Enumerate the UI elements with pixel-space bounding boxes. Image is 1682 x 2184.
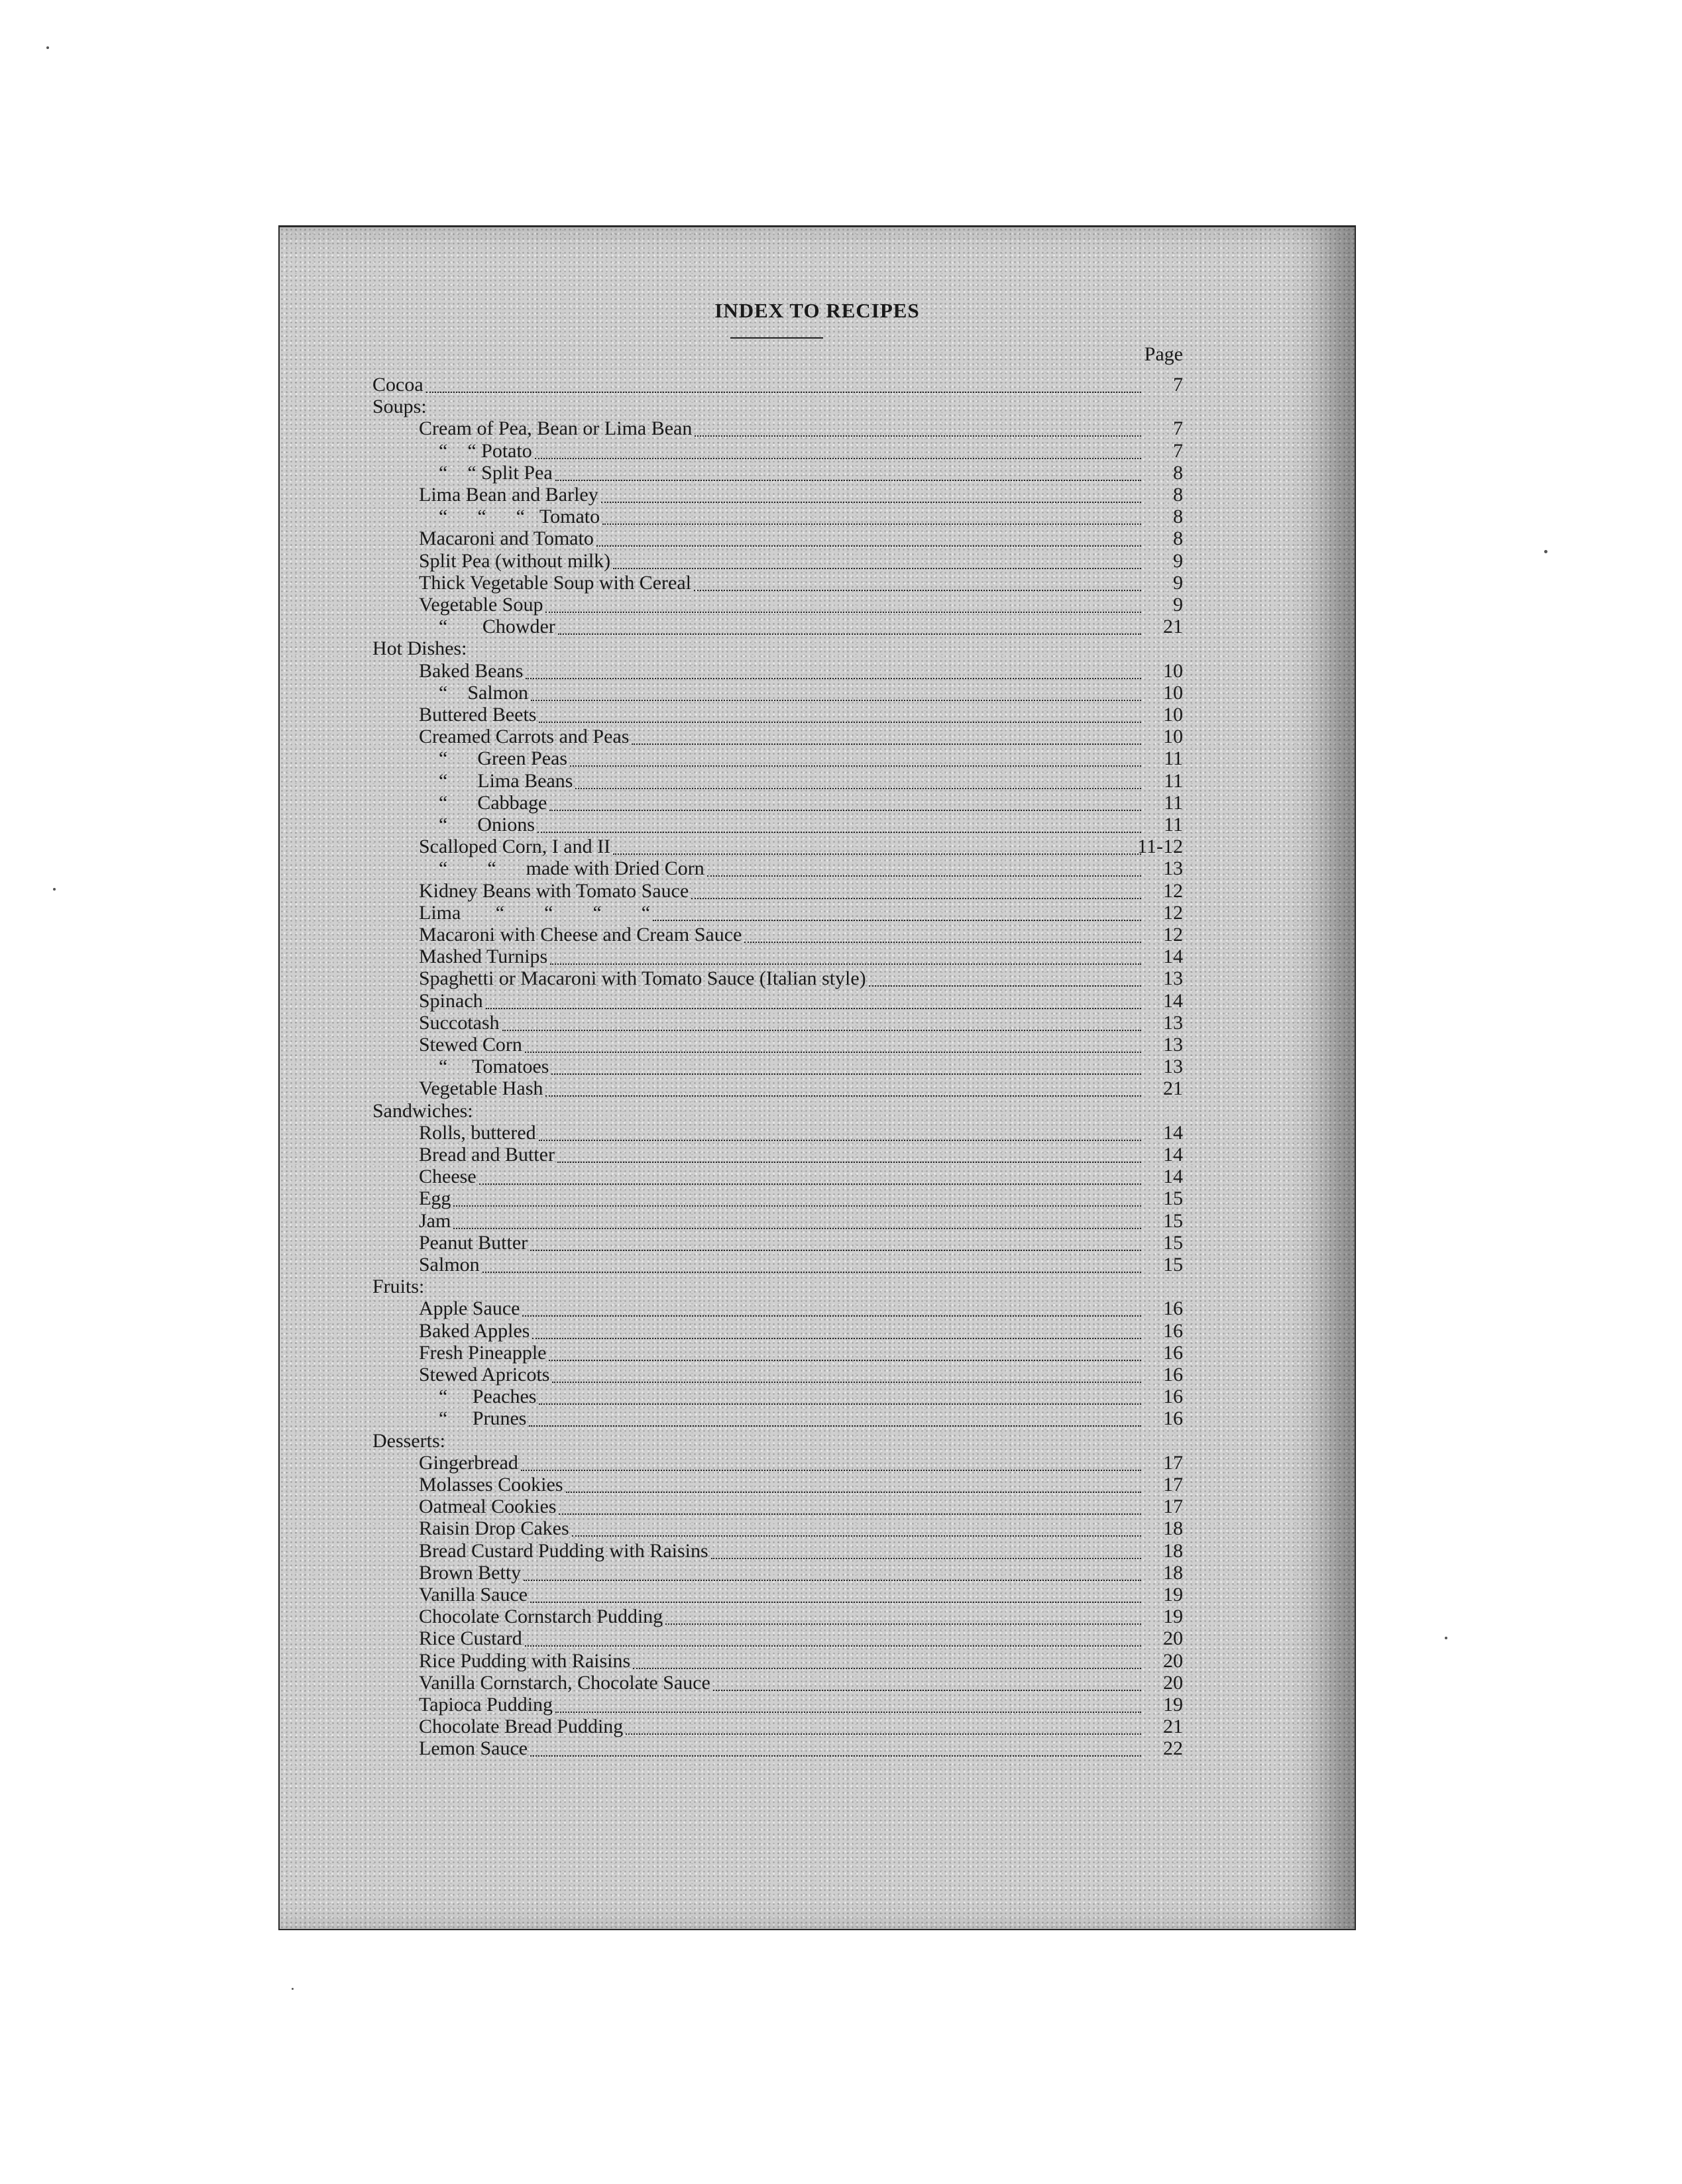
dot-leader bbox=[552, 1382, 1141, 1383]
entry-label: Rice Pudding with Raisins bbox=[419, 1650, 631, 1672]
dot-leader bbox=[559, 1513, 1141, 1515]
scan-speck bbox=[1445, 1637, 1447, 1639]
entry-label: “ “ made with Dried Corn bbox=[439, 857, 704, 879]
index-entry bbox=[280, 747, 1355, 770]
entry-label: “ “ Split Pea bbox=[439, 462, 553, 484]
dot-leader bbox=[486, 1008, 1141, 1009]
dot-leader bbox=[633, 1668, 1141, 1669]
entry-label: Stewed Corn bbox=[419, 1034, 522, 1056]
entry-label: Peanut Butter bbox=[419, 1232, 528, 1254]
dot-leader bbox=[695, 435, 1141, 437]
dot-leader bbox=[575, 788, 1141, 789]
index-entry bbox=[280, 1672, 1355, 1694]
entry-label: Chocolate Bread Pudding bbox=[419, 1716, 624, 1737]
entry-page-number: 13 bbox=[1163, 1034, 1183, 1056]
dot-leader bbox=[539, 1140, 1141, 1141]
entry-page-number: 16 bbox=[1163, 1364, 1183, 1386]
entry-page-number: 11-12 bbox=[1137, 836, 1183, 857]
index-entry bbox=[280, 1254, 1355, 1276]
entry-page-number: 8 bbox=[1173, 484, 1183, 506]
entry-page-number: 21 bbox=[1163, 616, 1183, 637]
entry-label: Salmon bbox=[419, 1254, 480, 1276]
section-heading bbox=[280, 1100, 1355, 1122]
index-entry bbox=[280, 1606, 1355, 1628]
index-entry bbox=[280, 1694, 1355, 1716]
index-entry bbox=[280, 857, 1355, 880]
entry-page-number: 15 bbox=[1163, 1210, 1183, 1232]
index-entry bbox=[280, 1452, 1355, 1474]
index-entry bbox=[280, 704, 1355, 726]
scan-speck bbox=[1544, 550, 1547, 553]
dot-leader bbox=[502, 1030, 1141, 1031]
entry-label: Bread and Butter bbox=[419, 1144, 555, 1166]
section-heading bbox=[280, 396, 1355, 418]
index-entry bbox=[280, 1187, 1355, 1210]
entry-page-number: 12 bbox=[1163, 880, 1183, 902]
index-entry bbox=[280, 616, 1355, 638]
entry-page-number: 8 bbox=[1173, 506, 1183, 527]
entry-page-number: 11 bbox=[1164, 814, 1183, 836]
entry-page-number: 7 bbox=[1173, 374, 1183, 396]
entry-page-number: 11 bbox=[1164, 747, 1183, 769]
dot-leader bbox=[524, 1580, 1141, 1581]
index-entry bbox=[280, 836, 1355, 858]
index-entry bbox=[280, 990, 1355, 1012]
entry-page-number: 21 bbox=[1163, 1716, 1183, 1737]
entry-label: Brown Betty bbox=[419, 1562, 522, 1584]
entry-label: Gingerbread bbox=[419, 1452, 518, 1474]
entry-label: Cocoa bbox=[372, 374, 423, 396]
index-entry bbox=[280, 1077, 1355, 1100]
dot-leader bbox=[694, 590, 1141, 591]
section-heading bbox=[280, 1430, 1355, 1452]
dot-leader bbox=[530, 1755, 1141, 1757]
index-entry bbox=[280, 814, 1355, 836]
entry-page-number: 16 bbox=[1163, 1320, 1183, 1342]
dot-leader bbox=[707, 875, 1141, 877]
section-label: Desserts: bbox=[372, 1430, 445, 1452]
entry-page-number: 18 bbox=[1163, 1540, 1183, 1562]
dot-leader bbox=[535, 458, 1141, 459]
entry-label: Chocolate Cornstarch Pudding bbox=[419, 1606, 663, 1627]
dot-leader bbox=[691, 898, 1141, 899]
index-entry bbox=[280, 770, 1355, 792]
index-entry bbox=[280, 880, 1355, 902]
index-entry bbox=[280, 1627, 1355, 1650]
entry-page-number: 9 bbox=[1173, 594, 1183, 616]
entry-label: Split Pea (without milk) bbox=[419, 550, 611, 572]
entry-label: Stewed Apricots bbox=[419, 1364, 550, 1386]
entry-label: Lima “ “ “ “ bbox=[419, 902, 651, 924]
index-entry bbox=[280, 1474, 1355, 1496]
entry-label: Spinach bbox=[419, 990, 483, 1012]
index-entry bbox=[280, 1297, 1355, 1320]
entry-label: Bread Custard Pudding with Raisins bbox=[419, 1540, 708, 1562]
dot-leader bbox=[549, 1360, 1141, 1361]
entry-label: Baked Beans bbox=[419, 660, 524, 682]
dot-leader bbox=[453, 1205, 1141, 1207]
index-entry bbox=[280, 594, 1355, 616]
dot-leader bbox=[539, 722, 1141, 723]
entry-label: Scalloped Corn, I and II bbox=[419, 836, 611, 857]
entry-label: Vanilla Sauce bbox=[419, 1584, 528, 1606]
entry-page-number: 10 bbox=[1163, 660, 1183, 682]
entry-label: Baked Apples bbox=[419, 1320, 530, 1342]
dot-leader bbox=[479, 1183, 1141, 1185]
entry-label: Fresh Pineapple bbox=[419, 1342, 547, 1364]
entry-label: Rolls, buttered bbox=[419, 1122, 536, 1144]
dot-leader bbox=[426, 392, 1141, 393]
entry-label: Molasses Cookies bbox=[419, 1474, 563, 1496]
dot-leader bbox=[653, 920, 1141, 921]
scan-speck bbox=[46, 46, 49, 49]
entry-page-number: 14 bbox=[1163, 990, 1183, 1012]
entry-label: “ Green Peas bbox=[439, 747, 568, 769]
dot-leader bbox=[549, 810, 1141, 811]
dot-leader bbox=[545, 1095, 1141, 1097]
index-entry bbox=[280, 1012, 1355, 1034]
index-entry bbox=[280, 440, 1355, 463]
page-title: INDEX TO RECIPES bbox=[714, 299, 920, 322]
entry-page-number: 19 bbox=[1163, 1694, 1183, 1716]
dot-leader bbox=[596, 545, 1141, 547]
entry-label: Rice Custard bbox=[419, 1627, 522, 1649]
dot-leader bbox=[531, 700, 1141, 701]
entry-label: “ Lima Beans bbox=[439, 770, 573, 792]
index-entry bbox=[280, 1232, 1355, 1254]
dot-leader bbox=[530, 1250, 1141, 1251]
entry-label: Tapioca Pudding bbox=[419, 1694, 553, 1716]
entry-label: Creamed Carrots and Peas bbox=[419, 726, 630, 747]
entry-page-number: 16 bbox=[1163, 1407, 1183, 1429]
dot-leader bbox=[482, 1272, 1141, 1273]
index-entry bbox=[280, 660, 1355, 682]
entry-label: Vanilla Cornstarch, Chocolate Sauce bbox=[419, 1672, 710, 1694]
index-entry bbox=[280, 527, 1355, 550]
entry-page-number: 19 bbox=[1163, 1584, 1183, 1606]
entry-label: “ Prunes bbox=[439, 1407, 527, 1429]
entry-page-number: 15 bbox=[1163, 1232, 1183, 1254]
entry-page-number: 7 bbox=[1173, 417, 1183, 439]
entry-page-number: 9 bbox=[1173, 572, 1183, 594]
dot-leader bbox=[613, 853, 1141, 855]
entry-page-number: 16 bbox=[1163, 1297, 1183, 1319]
section-label: Sandwiches: bbox=[372, 1100, 473, 1122]
scan-speck bbox=[53, 888, 56, 891]
entry-page-number: 21 bbox=[1163, 1077, 1183, 1099]
entry-page-number: 18 bbox=[1163, 1562, 1183, 1584]
entry-label: Jam bbox=[419, 1210, 451, 1232]
entry-label: “ Peaches bbox=[439, 1386, 537, 1407]
index-entry bbox=[280, 1650, 1355, 1672]
entry-label: Cheese bbox=[419, 1166, 477, 1187]
entry-page-number: 20 bbox=[1163, 1627, 1183, 1649]
entry-page-number: 16 bbox=[1163, 1342, 1183, 1364]
index-entry bbox=[280, 902, 1355, 924]
entry-page-number: 9 bbox=[1173, 550, 1183, 572]
entry-page-number: 19 bbox=[1163, 1606, 1183, 1627]
entry-label: Succotash bbox=[419, 1012, 500, 1034]
index-entry bbox=[280, 924, 1355, 946]
entry-page-number: 14 bbox=[1163, 946, 1183, 967]
index-entry bbox=[280, 1386, 1355, 1408]
entry-label: Egg bbox=[419, 1187, 451, 1209]
entry-label: Macaroni with Cheese and Cream Sauce bbox=[419, 924, 742, 946]
dot-leader bbox=[558, 633, 1141, 635]
dot-leader bbox=[555, 1712, 1141, 1713]
index-entry bbox=[280, 1342, 1355, 1364]
entry-page-number: 18 bbox=[1163, 1517, 1183, 1539]
entry-label: Vegetable Hash bbox=[419, 1077, 543, 1099]
entry-page-number: 11 bbox=[1164, 792, 1183, 814]
entry-label: Thick Vegetable Soup with Cereal bbox=[419, 572, 692, 594]
dot-leader bbox=[626, 1733, 1141, 1735]
entry-page-number: 14 bbox=[1163, 1166, 1183, 1187]
entry-page-number: 14 bbox=[1163, 1122, 1183, 1144]
scan-speck bbox=[292, 1988, 294, 1990]
entry-page-number: 8 bbox=[1173, 527, 1183, 549]
dot-leader bbox=[453, 1228, 1141, 1229]
index-entry bbox=[280, 1320, 1355, 1342]
section-heading bbox=[280, 1276, 1355, 1298]
entry-page-number: 7 bbox=[1173, 440, 1183, 462]
dot-leader bbox=[551, 1073, 1141, 1075]
index-entry bbox=[280, 506, 1355, 528]
entry-page-number: 13 bbox=[1163, 1056, 1183, 1077]
section-label: Soups: bbox=[372, 396, 427, 417]
dot-leader bbox=[744, 942, 1141, 943]
dot-leader bbox=[530, 1602, 1141, 1603]
entry-label: Apple Sauce bbox=[419, 1297, 520, 1319]
entry-label: “ “ Potato bbox=[439, 440, 532, 462]
entry-page-number: 13 bbox=[1163, 967, 1183, 989]
entry-label: Lemon Sauce bbox=[419, 1737, 528, 1759]
entry-page-number: 16 bbox=[1163, 1386, 1183, 1407]
entry-page-number: 17 bbox=[1163, 1452, 1183, 1474]
index-entry bbox=[280, 417, 1355, 440]
index-entry bbox=[280, 967, 1355, 990]
index-entry bbox=[280, 1210, 1355, 1232]
scanned-page bbox=[278, 225, 1356, 1930]
dot-leader bbox=[529, 1425, 1141, 1427]
dot-leader bbox=[572, 1535, 1141, 1537]
entry-label: Cream of Pea, Bean or Lima Bean bbox=[419, 417, 693, 439]
dot-leader bbox=[522, 1315, 1141, 1317]
index-entry bbox=[280, 946, 1355, 968]
index-entry bbox=[280, 484, 1355, 506]
dot-leader bbox=[532, 1338, 1141, 1339]
entry-label: Kidney Beans with Tomato Sauce bbox=[419, 880, 689, 902]
entry-label: “ Onions bbox=[439, 814, 535, 836]
index-entry bbox=[280, 1034, 1355, 1056]
dot-leader bbox=[632, 743, 1141, 745]
dot-leader bbox=[613, 568, 1141, 569]
index-entry bbox=[280, 1056, 1355, 1078]
dot-leader bbox=[602, 523, 1141, 525]
entry-page-number: 11 bbox=[1164, 770, 1183, 792]
entry-label: Vegetable Soup bbox=[419, 594, 543, 616]
section-label: Hot Dishes: bbox=[372, 637, 467, 659]
section-label: Fruits: bbox=[372, 1276, 425, 1297]
entry-label: “ Cabbage bbox=[439, 792, 547, 814]
index-entry bbox=[280, 1496, 1355, 1518]
index-entry bbox=[280, 1737, 1355, 1760]
dot-leader bbox=[869, 985, 1141, 987]
index-entry bbox=[280, 550, 1355, 573]
dot-leader bbox=[539, 1403, 1141, 1405]
entry-label: “ “ “ Tomato bbox=[439, 506, 600, 527]
entry-label: “ Chowder bbox=[439, 616, 555, 637]
index-entry bbox=[280, 682, 1355, 704]
dot-leader bbox=[566, 1492, 1141, 1493]
index-entry bbox=[280, 462, 1355, 484]
dot-leader bbox=[601, 502, 1141, 503]
dot-leader bbox=[545, 612, 1141, 613]
entry-page-number: 15 bbox=[1163, 1254, 1183, 1276]
dot-leader bbox=[521, 1470, 1141, 1471]
dot-leader bbox=[525, 1052, 1141, 1053]
index-entry bbox=[280, 374, 1355, 396]
index-entry bbox=[280, 1364, 1355, 1386]
entry-page-number: 12 bbox=[1163, 924, 1183, 946]
index-entry bbox=[280, 1144, 1355, 1166]
entry-page-number: 13 bbox=[1163, 857, 1183, 879]
index-entry bbox=[280, 1166, 1355, 1188]
entry-label: Mashed Turnips bbox=[419, 946, 548, 967]
entry-page-number: 17 bbox=[1163, 1496, 1183, 1517]
index-entry bbox=[280, 1716, 1355, 1738]
index-entry bbox=[280, 1517, 1355, 1540]
title-rule bbox=[730, 337, 823, 339]
entry-page-number: 10 bbox=[1163, 682, 1183, 704]
index-entry bbox=[280, 1407, 1355, 1430]
entry-label: Oatmeal Cookies bbox=[419, 1496, 557, 1517]
dot-leader bbox=[557, 1162, 1141, 1163]
dot-leader bbox=[537, 832, 1141, 833]
entry-page-number: 10 bbox=[1163, 704, 1183, 726]
dot-leader bbox=[665, 1623, 1141, 1625]
dot-leader bbox=[711, 1558, 1141, 1559]
entry-label: Spaghetti or Macaroni with Tomato Sauce (Italian style) bbox=[419, 967, 866, 989]
section-heading bbox=[280, 637, 1355, 660]
entry-page-number: 12 bbox=[1163, 902, 1183, 924]
index-entry bbox=[280, 1540, 1355, 1562]
entry-page-number: 15 bbox=[1163, 1187, 1183, 1209]
entry-page-number: 20 bbox=[1163, 1650, 1183, 1672]
index-entry bbox=[280, 792, 1355, 814]
entry-page-number: 13 bbox=[1163, 1012, 1183, 1034]
entry-page-number: 10 bbox=[1163, 726, 1183, 747]
dot-leader bbox=[713, 1690, 1141, 1691]
index-entry bbox=[280, 1122, 1355, 1144]
entry-label: Raisin Drop Cakes bbox=[419, 1517, 569, 1539]
dot-leader bbox=[570, 765, 1141, 767]
entry-page-number: 17 bbox=[1163, 1474, 1183, 1496]
entry-label: Lima Bean and Barley bbox=[419, 484, 598, 506]
dot-leader bbox=[550, 963, 1141, 965]
entry-page-number: 8 bbox=[1173, 462, 1183, 484]
entry-label: Macaroni and Tomato bbox=[419, 527, 594, 549]
index-entry bbox=[280, 572, 1355, 594]
dot-leader bbox=[525, 1645, 1141, 1647]
index-entry bbox=[280, 1562, 1355, 1584]
dot-leader bbox=[526, 678, 1141, 679]
entry-label: “ Salmon bbox=[439, 682, 528, 704]
entry-page-number: 20 bbox=[1163, 1672, 1183, 1694]
dot-leader bbox=[555, 480, 1141, 481]
entry-page-number: 22 bbox=[1163, 1737, 1183, 1759]
page-column-heading: Page bbox=[1144, 343, 1183, 365]
entry-label: “ Tomatoes bbox=[439, 1056, 549, 1077]
index-entry bbox=[280, 726, 1355, 748]
entry-label: Buttered Beets bbox=[419, 704, 537, 726]
entry-page-number: 14 bbox=[1163, 1144, 1183, 1166]
index-entry bbox=[280, 1584, 1355, 1606]
